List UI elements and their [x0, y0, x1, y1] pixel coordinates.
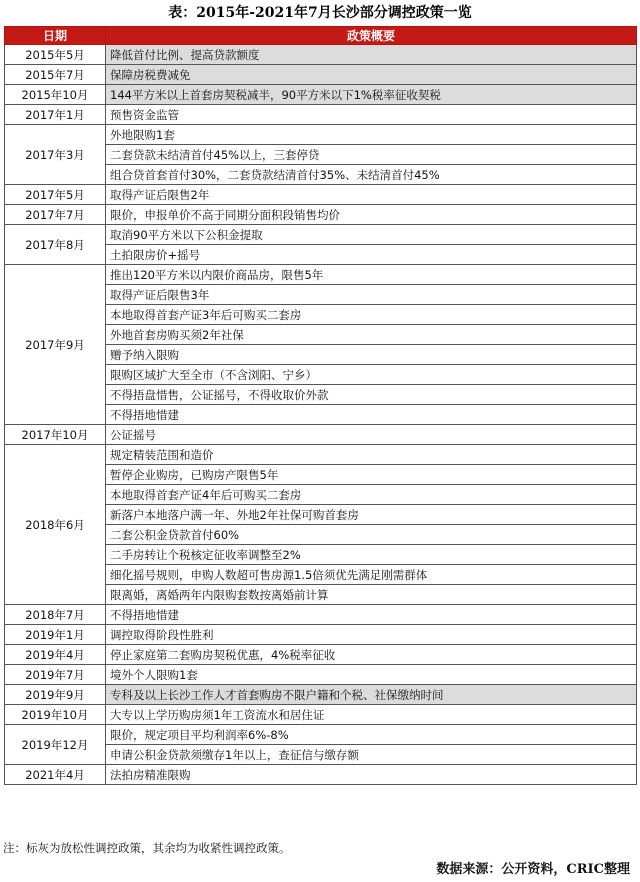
table-row — [5, 85, 637, 105]
policy-cell: 大专以上学历购房须1年工资流水和居住证 — [106, 705, 637, 725]
table-row — [5, 445, 637, 465]
policy-cell: 组合贷首套首付30%，二套贷款结清首付35%、未结清首付45% — [106, 165, 637, 185]
table-row — [5, 105, 637, 125]
policy-cell: 规定精装范围和造价 — [106, 445, 637, 465]
column-header-policy: 政策概要 — [106, 27, 637, 45]
policy-cell: 法拍房精准限购 — [106, 765, 637, 785]
policy-cell-loosening: 保障房税费减免 — [106, 65, 637, 85]
table-row — [5, 205, 637, 225]
date-cell: 2019年4月 — [5, 645, 106, 665]
policy-cell-loosening: 专科及以上长沙工作人才首套购房不限户籍和个税、社保缴纳时间 — [106, 685, 637, 705]
table-row — [5, 645, 637, 665]
data-source: 数据来源：公开资料，CRIC整理 — [436, 862, 630, 877]
date-cell: 2017年10月 — [5, 425, 106, 445]
date-cell: 2018年7月 — [5, 605, 106, 625]
table-row — [5, 425, 637, 445]
date-cell: 2019年10月 — [5, 705, 106, 725]
policy-cell: 不得捂盘惜售，公证摇号，不得收取价外款 — [106, 385, 637, 405]
policy-cell: 本地取得首套产证4年后可购买二套房 — [106, 485, 637, 505]
policy-cell: 外地限购1套 — [106, 125, 637, 145]
date-cell: 2018年6月 — [5, 445, 106, 605]
table-row — [5, 225, 637, 245]
policy-cell: 限价，规定项目平均利润率6%-8% — [106, 725, 637, 745]
policy-cell: 本地取得首套产证3年后可购买二套房 — [106, 305, 637, 325]
table-row — [5, 605, 637, 625]
policy-cell: 赠予纳入限购 — [106, 345, 637, 365]
table-row — [5, 185, 637, 205]
policy-cell: 外地首套房购买须2年社保 — [106, 325, 637, 345]
table-row — [5, 45, 637, 65]
date-cell: 2015年10月 — [5, 85, 106, 105]
table-row — [5, 665, 637, 685]
table-row — [5, 725, 637, 745]
policy-cell: 调控取得阶段性胜利 — [106, 625, 637, 645]
policy-cell: 二手房转让个税核定征收率调整至2% — [106, 545, 637, 565]
policy-cell: 限购区域扩大至全市（不含浏阳、宁乡） — [106, 365, 637, 385]
policy-table — [4, 26, 637, 785]
table-row — [5, 125, 637, 145]
date-cell: 2015年5月 — [5, 45, 106, 65]
policy-cell: 新落户本地落户满一年、外地2年社保可购首套房 — [106, 505, 637, 525]
policy-cell: 不得捂地惜建 — [106, 405, 637, 425]
date-cell: 2017年9月 — [5, 265, 106, 425]
policy-cell: 限价，申报单价不高于同期分面积段销售均价 — [106, 205, 637, 225]
policy-cell: 不得捂地惜建 — [106, 605, 637, 625]
policy-cell: 暂停企业购房，已购房产限售5年 — [106, 465, 637, 485]
date-cell: 2017年5月 — [5, 185, 106, 205]
date-cell: 2019年12月 — [5, 725, 106, 765]
table-row — [5, 65, 637, 85]
policy-cell: 推出120平方米以内限价商品房，限售5年 — [106, 265, 637, 285]
date-cell: 2019年7月 — [5, 665, 106, 685]
date-cell: 2017年8月 — [5, 225, 106, 265]
policy-cell: 预售资金监管 — [106, 105, 637, 125]
policy-cell-loosening: 144平方米以上首套房契税减半，90平方米以下1%税率征收契税 — [106, 85, 637, 105]
table-row — [5, 265, 637, 285]
policy-cell: 取得产证后限售2年 — [106, 185, 637, 205]
policy-cell: 公证摇号 — [106, 425, 637, 445]
table-title: 表：2015年-2021年7月长沙部分调控政策一览 — [168, 5, 472, 21]
date-cell: 2019年9月 — [5, 685, 106, 705]
date-cell: 2015年7月 — [5, 65, 106, 85]
policy-cell: 二套贷款未结清首付45%以上，三套停贷 — [106, 145, 637, 165]
policy-cell: 停止家庭第二套购房契税优惠，4%税率征收 — [106, 645, 637, 665]
date-cell: 2017年3月 — [5, 125, 106, 185]
policy-cell: 二套公积金贷款首付60% — [106, 525, 637, 545]
footnote: 注：标灰为放松性调控政策，其余均为收紧性调控政策。 — [3, 841, 291, 855]
policy-cell: 土拍限房价+摇号 — [106, 245, 637, 265]
date-cell: 2017年7月 — [5, 205, 106, 225]
table-header-row — [5, 27, 637, 45]
date-cell: 2019年1月 — [5, 625, 106, 645]
table-row — [5, 685, 637, 705]
policy-cell: 限离婚，离婚两年内限购套数按离婚前计算 — [106, 585, 637, 605]
policy-cell: 取消90平方米以下公积金提取 — [106, 225, 637, 245]
policy-cell: 申请公积金贷款须缴存1年以上，查征信与缴存额 — [106, 745, 637, 765]
table-row — [5, 705, 637, 725]
column-header-date: 日期 — [5, 27, 106, 45]
table-body — [5, 45, 637, 785]
date-cell: 2017年1月 — [5, 105, 106, 125]
policy-cell-loosening: 降低首付比例、提高贷款额度 — [106, 45, 637, 65]
policy-cell: 取得产证后限售3年 — [106, 285, 637, 305]
policy-cell: 细化摇号规则，申购人数超可售房源1.5倍须优先满足刚需群体 — [106, 565, 637, 585]
date-cell: 2021年4月 — [5, 765, 106, 785]
table-row — [5, 625, 637, 645]
table-row — [5, 765, 637, 785]
policy-cell: 境外个人限购1套 — [106, 665, 637, 685]
